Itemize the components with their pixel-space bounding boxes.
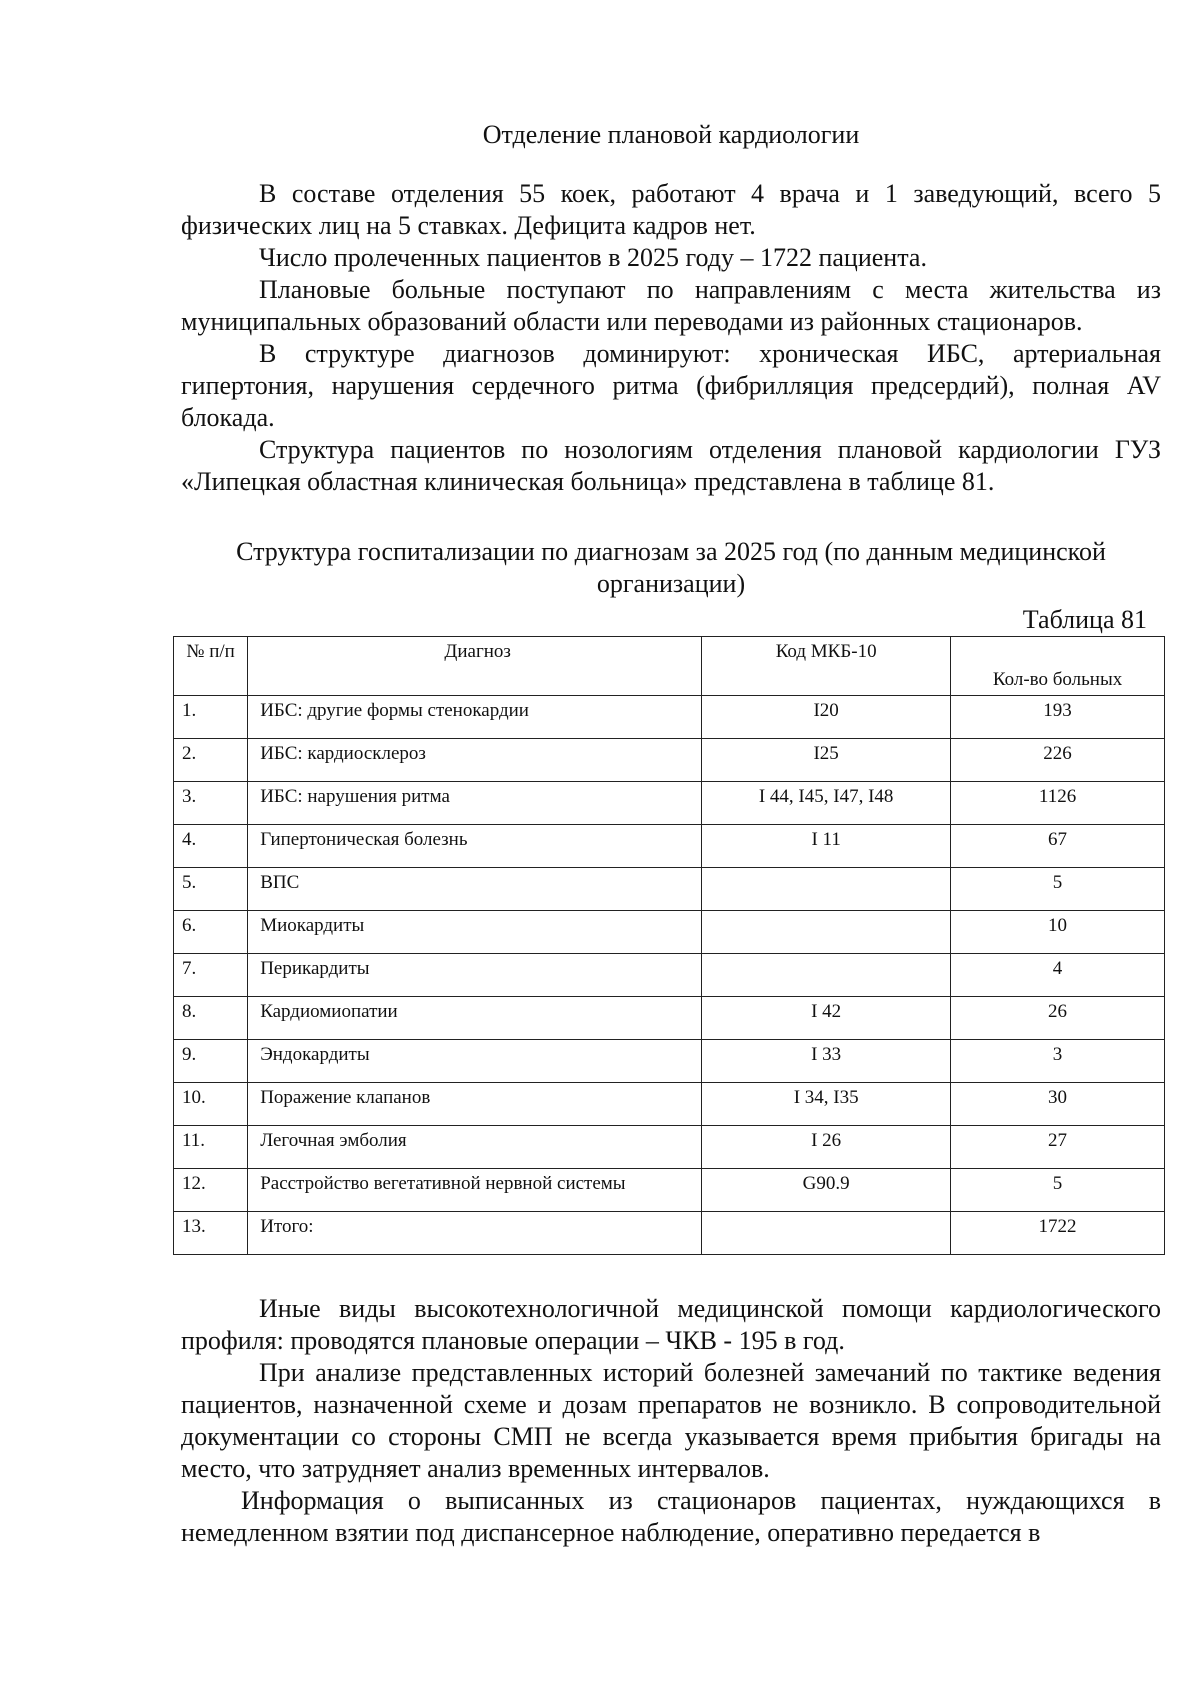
row-count-cell: 226 [951,739,1165,782]
row-code-cell: I 33 [702,1040,951,1083]
row-code-cell [702,868,951,911]
table-row [174,1126,1165,1169]
row-diagnosis-cell: ВПС [248,868,702,911]
intro-paragraph-5: Структура пациентов по нозологиям отделения плановой кардиологии ГУЗ «Липецкая областная клиническая больница» представлена в таблице 81. [181,435,1161,496]
row-code-cell [702,954,951,997]
intro-paragraph-1: В составе отделения 55 коек, работают 4 врача и 1 заведующий, всего 5 физических лиц на 5 ставках. Дефицита кадров нет. [181,179,1161,240]
row-code-cell: I20 [702,696,951,739]
row-num-cell: 5. [174,868,248,911]
row-num-cell: 8. [174,997,248,1040]
table-row [174,954,1165,997]
table-row [174,696,1165,739]
row-diagnosis-cell: Гипертоническая болезнь [248,825,702,868]
row-count-cell: 67 [951,825,1165,868]
closing-paragraph-2: При анализе представленных историй болезней замечаний по тактике ведения пациентов, назначенной схеме и дозам препаратов не возникло. В сопроводительной документации со стороны СМП не всегда указывается время прибытия бригады на место, что затрудняет анализ временных интервалов. [181,1358,1161,1483]
header-num: № п/п [174,637,248,696]
row-code-cell [702,1212,951,1255]
row-diagnosis-cell: Расстройство вегетативной нервной системы [248,1169,702,1212]
intro-paragraph-4: В структуре диагнозов доминируют: хроническая ИБС, артериальная гипертония, нарушения сердечного ритма (фибрилляция предсердий), полная AV блокада. [181,339,1161,432]
table-row [174,782,1165,825]
row-num-cell: 10. [174,1083,248,1126]
row-num-cell: 2. [174,739,248,782]
row-count-cell: 30 [951,1083,1165,1126]
row-count-cell: 193 [951,696,1165,739]
row-code-cell: I 42 [702,997,951,1040]
row-count-cell: 1126 [951,782,1165,825]
row-count-cell: 5 [951,1169,1165,1212]
header-count: Кол-во больных [951,637,1165,696]
row-code-cell: I 34, I35 [702,1083,951,1126]
row-diagnosis-cell: ИБС: другие формы стенокардии [248,696,702,739]
table-row [174,1040,1165,1083]
row-count-cell: 3 [951,1040,1165,1083]
row-count-cell: 5 [951,868,1165,911]
row-code-cell: I 26 [702,1126,951,1169]
row-diagnosis-cell: Миокардиты [248,911,702,954]
row-num-cell: 1. [174,696,248,739]
row-diagnosis-cell: ИБС: кардиосклероз [248,739,702,782]
diagnosis-table [173,636,1165,1255]
row-diagnosis-cell: Итого: [248,1212,702,1255]
row-count-cell: 26 [951,997,1165,1040]
row-diagnosis-cell: Поражение клапанов [248,1083,702,1126]
header-code: Код МКБ-10 [702,637,951,696]
row-diagnosis-cell: Легочная эмболия [248,1126,702,1169]
table-number-label: Таблица 81 [1022,605,1147,634]
table-row [174,911,1165,954]
table-row [174,1083,1165,1126]
intro-paragraph-3: Плановые больные поступают по направлениям с места жительства из муниципальных образований области или переводами из районных стационаров. [181,275,1161,336]
row-num-cell: 6. [174,911,248,954]
document-page [181,118,1161,1549]
table-row [174,825,1165,868]
department-heading: Отделение плановой кардиологии [482,120,860,149]
row-diagnosis-cell: Перикардиты [248,954,702,997]
row-code-cell [702,911,951,954]
row-count-cell: 1722 [951,1212,1165,1255]
row-diagnosis-cell: ИБС: нарушения ритма [248,782,702,825]
row-diagnosis-cell: Эндокардиты [248,1040,702,1083]
table-row [174,1169,1165,1212]
table-row [174,1212,1165,1255]
row-code-cell: G90.9 [702,1169,951,1212]
table-caption: Структура госпитализации по диагнозам за 2025 год (по данным медицинской организации) [236,537,1106,598]
table-row [174,997,1165,1040]
row-num-cell: 4. [174,825,248,868]
table-row [174,868,1165,911]
row-count-cell: 4 [951,954,1165,997]
row-num-cell: 12. [174,1169,248,1212]
row-count-cell: 27 [951,1126,1165,1169]
row-code-cell: I25 [702,739,951,782]
table-header-row [174,637,1165,696]
table-row [174,739,1165,782]
closing-section [181,1293,1161,1549]
header-diagnosis: Диагноз [248,637,702,696]
row-count-cell: 10 [951,911,1165,954]
row-num-cell: 11. [174,1126,248,1169]
intro-paragraph-2: Число пролеченных пациентов в 2025 году – 1722 пациента. [259,243,927,272]
closing-paragraph-3: Информация о выписанных из стационаров пациентах, нуждающихся в немедленном взятии под диспансерное наблюдение, оперативно передается в [181,1486,1161,1547]
row-code-cell: I 44, I45, I47, I48 [702,782,951,825]
table-body [174,696,1165,1255]
row-num-cell: 7. [174,954,248,997]
row-code-cell: I 11 [702,825,951,868]
row-diagnosis-cell: Кардиомиопатии [248,997,702,1040]
row-num-cell: 3. [174,782,248,825]
closing-paragraph-1: Иные виды высокотехнологичной медицинской помощи кардиологического профиля: проводятся плановые операции – ЧКВ - 195 в год. [181,1294,1161,1355]
row-num-cell: 9. [174,1040,248,1083]
row-num-cell: 13. [174,1212,248,1255]
